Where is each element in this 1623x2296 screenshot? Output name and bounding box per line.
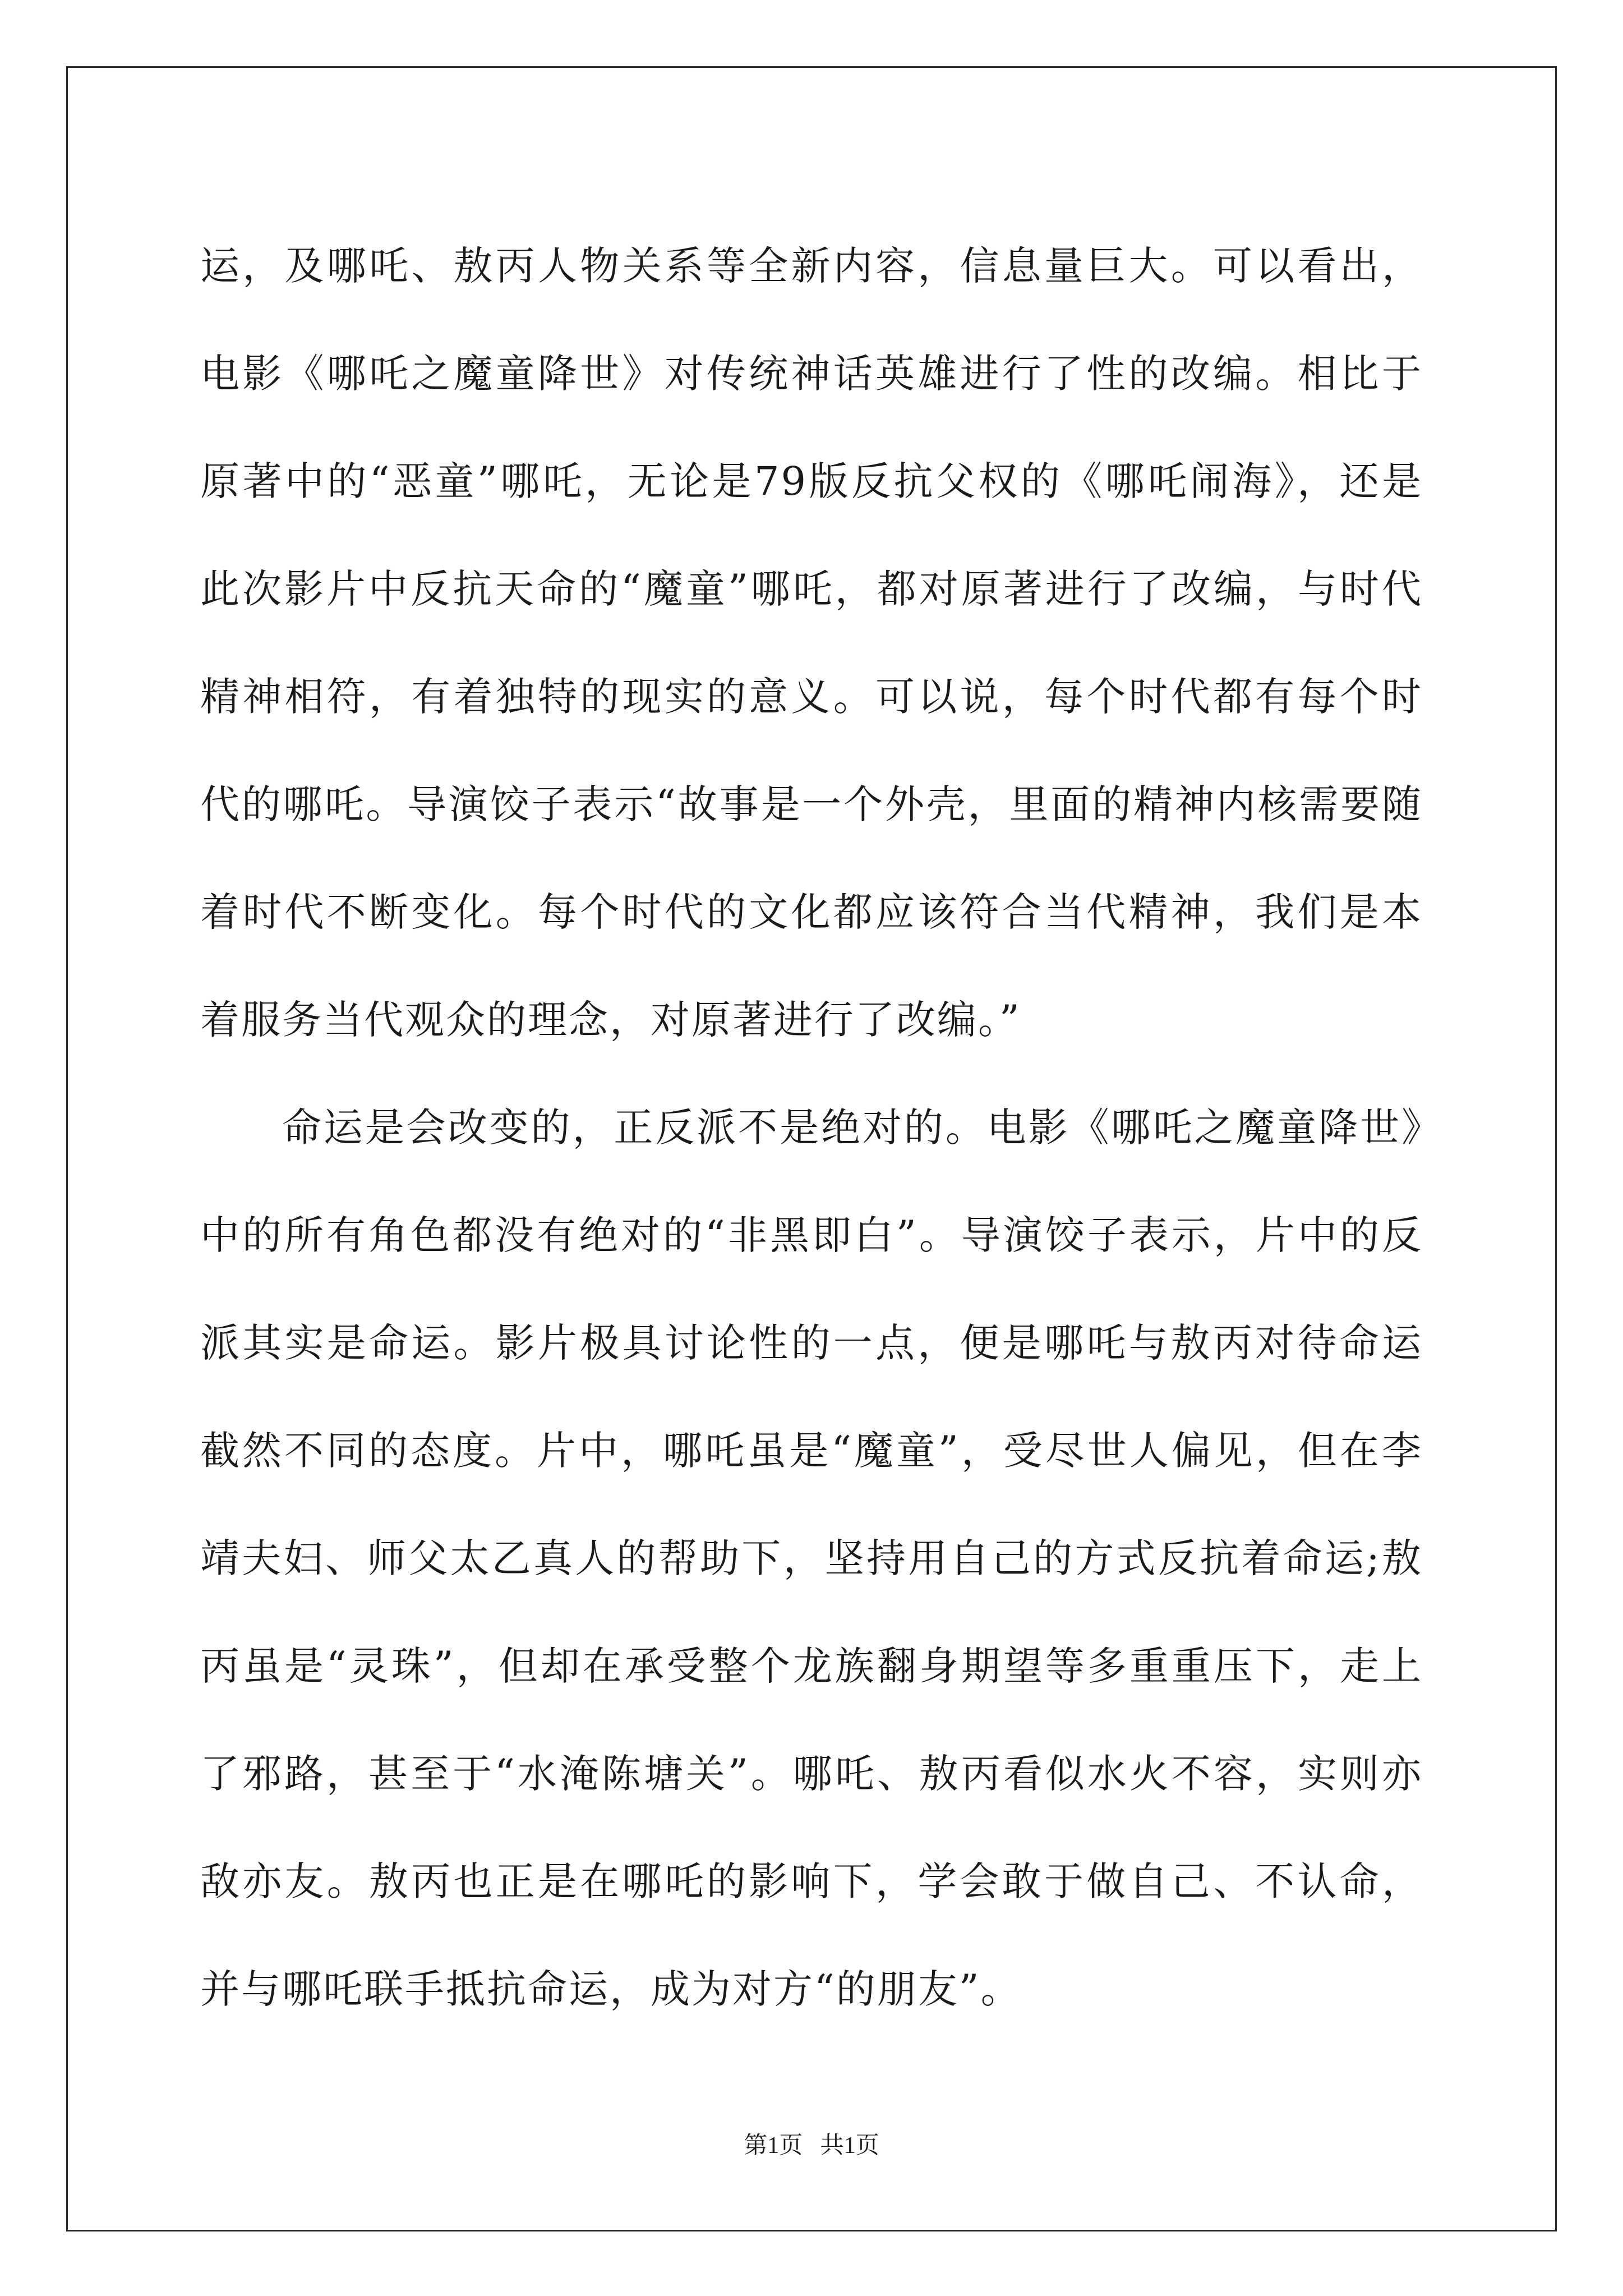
paragraph-2: 命运是会改变的，正反派不是绝对的。电影《哪吒之魔童降世》中的所有角色都没有绝对的“非黑即白”。导演饺子表示，片中的反派其实是命运。影片极具讨论性的一点，便是哪吒与敖丙对待命运截然不同的态度。片中，哪吒虽是“魔童”，受尽世人偏见，但在李靖夫妇、师父太乙真人的帮助下，坚持用自己的方式反抗着命运;敖丙虽是“灵珠”，但却在承受整个龙族翻身期望等多重重压下，走上了邪路，甚至于“水淹陈塘关”。哪吒、敖丙看似水火不容，实则亦敌亦友。敖丙也正是在哪吒的影响下，学会敢于做自己、不认命，并与哪吒联手抵抗命运，成为对方“的朋友”。: [200, 1105, 1423, 2012]
document-body: [200, 212, 1423, 2043]
paragraph-1: 运，及哪吒、敖丙人物关系等全新内容，信息量巨大。可以看出，电影《哪吒之魔童降世》对传统神话英雄进行了性的改编。相比于原著中的“恶童”哪吒，无论是79版反抗父权的《哪吒闹海》，还是此次影片中反抗天命的“魔童”哪吒，都对原著进行了改编，与时代精神相符，有着独特的现实的意义。可以说，每个时代都有每个时代的哪吒。导演饺子表示“故事是一个外壳，里面的精神内核需要随着时代不断变化。每个时代的文化都应该符合当代精神，我们是本着服务当代观众的理念，对原著进行了改编。”: [200, 243, 1423, 1043]
page-footer: 第1页 共1页: [744, 2133, 879, 2159]
